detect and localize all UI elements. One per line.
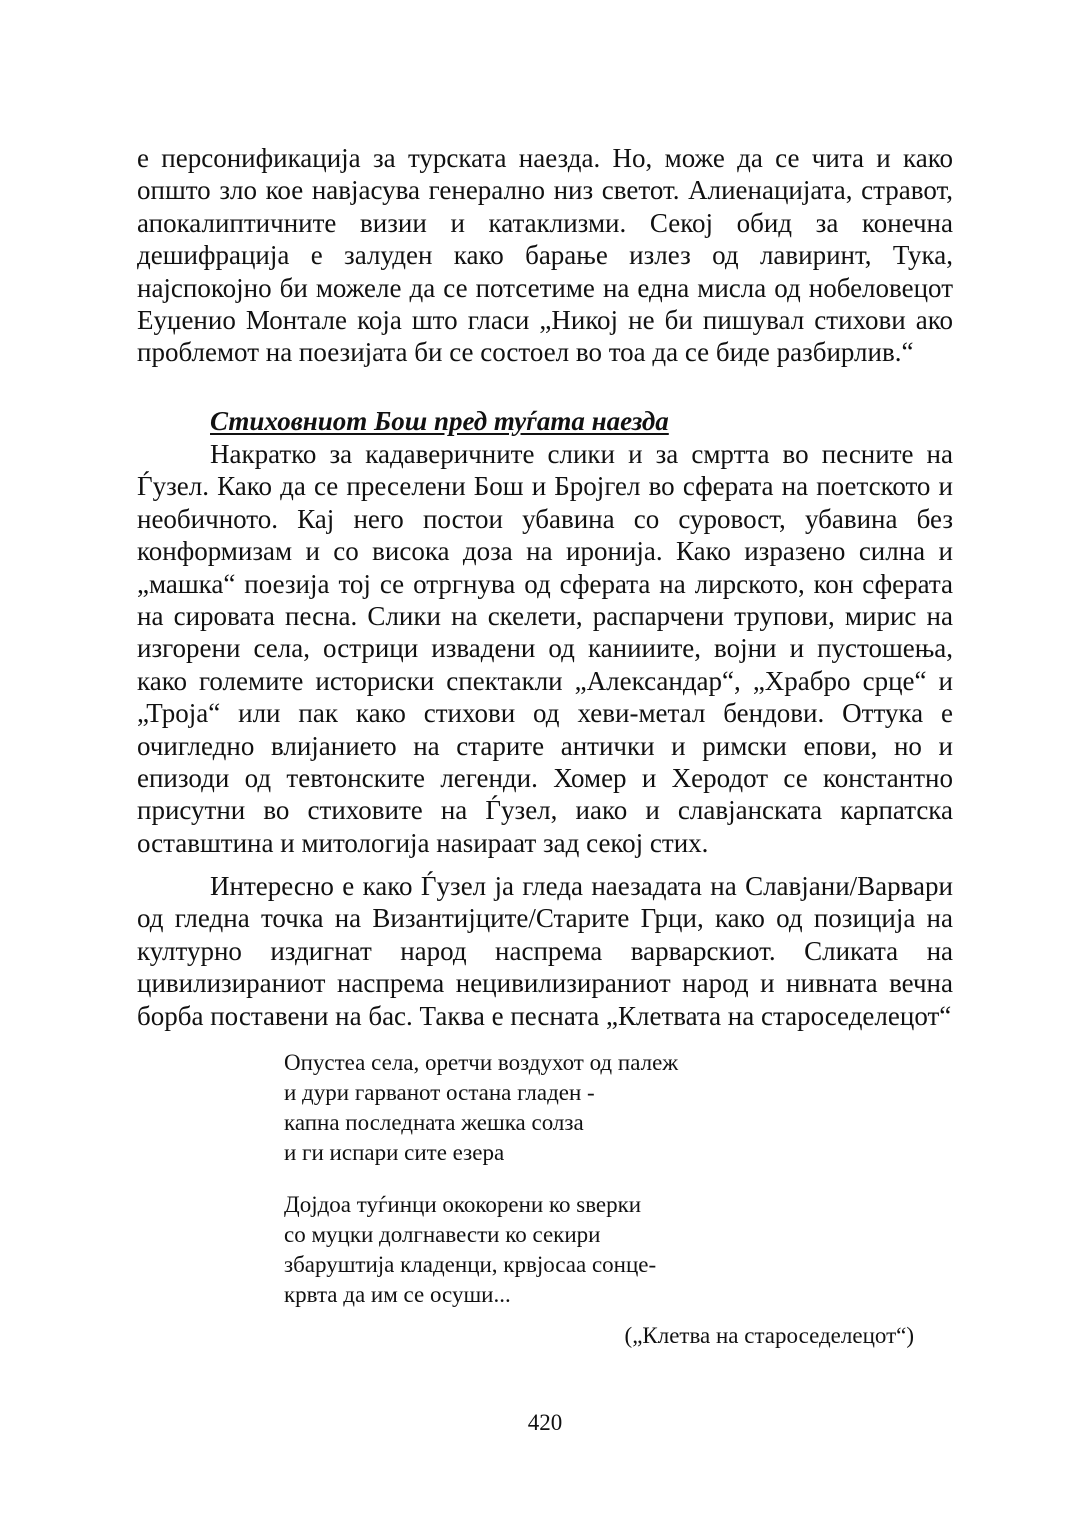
poem-stanza-2 (284, 1190, 656, 1310)
poem-line: и ги испари сите езера (284, 1140, 505, 1165)
page-number: 420 (527, 1410, 563, 1435)
paragraph-invasion (137, 870, 953, 1032)
poem-line: со муцки долгнавести ко секири (284, 1222, 601, 1247)
section-heading: Стиховниот Бош пред туѓата наезда (210, 406, 669, 436)
poem-line: Дојдоа туѓинци ококорени ко ѕверки (284, 1192, 642, 1217)
poem-line: крвта да им се осуши... (284, 1282, 511, 1307)
paragraph-text: е персонификација за турската наезда. Но, може да се чита и како општо зло кое навјасува генерално низ светот. Алиенацијата, стравот, апокалиптичните визии и катаклизми. Секој обид за конечна дешифрација е залуден како барање излез од лавиринт, Тука, најспокојно би можеле да се потсетиме на една мисла од нобеловецот Еуџенио Монтале која што гласи „Никој не би пишувал стихови ако проблемот на поезијата би се состоел во тоа да се биде разбирлив.“ (137, 143, 953, 368)
poem-line: и дури гарванот остана гладен - (284, 1080, 595, 1105)
poem-stanza-1 (284, 1048, 678, 1168)
paragraph-intro (137, 142, 953, 369)
poem-line: збаруштија кладенци, крвјосаа сонце- (284, 1252, 657, 1277)
paragraph-text: Накратко за кадаверичните слики и за смртта во песните на Ѓузел. Како да се преселени Бош и Бројгел во сферата на поетското и необичното. Кај него постои убавина со суровост, убавина без конформизам и со висока доза на иронија. Како изразено силна и „машка“ поезија тој се отргнува од сферата на лирското, кон сферата на сировата песна. Слики на скелети, распарчени трупови, мирис на изгорени села, острици извадени од канииите, војни и пустошења, како големите историски спектакли „Александар“, „Храбро срце“ и „Троја“ или пак како стихови од хеви-метал бендови. Оттука е очигледно влијанието на старите антички и римски епови, но и епизоди од тевтонските легенди. Хомер и Херодот се константно присутни во стиховите на Ѓузел, иако и славјанската карпатска оставштина и митологија наѕираат зад секој стих. (137, 439, 953, 858)
poem-line: капна последната жешка солза (284, 1110, 584, 1135)
paragraph-text: Интересно е како Ѓузел ја гледа наезадата на Славјани/Варвари од гледна точка на Византијците/Старите Грци, како од позиција на културно издигнат народ наспрема варварскиот. Сликата на цивилизираниот наспрема нецивилизираниот народ и нивната вечна борба поставени на бас. Таква е песната „Клетвата на староседелецот“ (137, 871, 953, 1031)
poem-line: Опустеа села, оретчи воздухот од палеж (284, 1050, 679, 1075)
poem-source-citation: („Клетва на староседелецот“) (624, 1323, 914, 1348)
paragraph-imagery (137, 438, 953, 859)
